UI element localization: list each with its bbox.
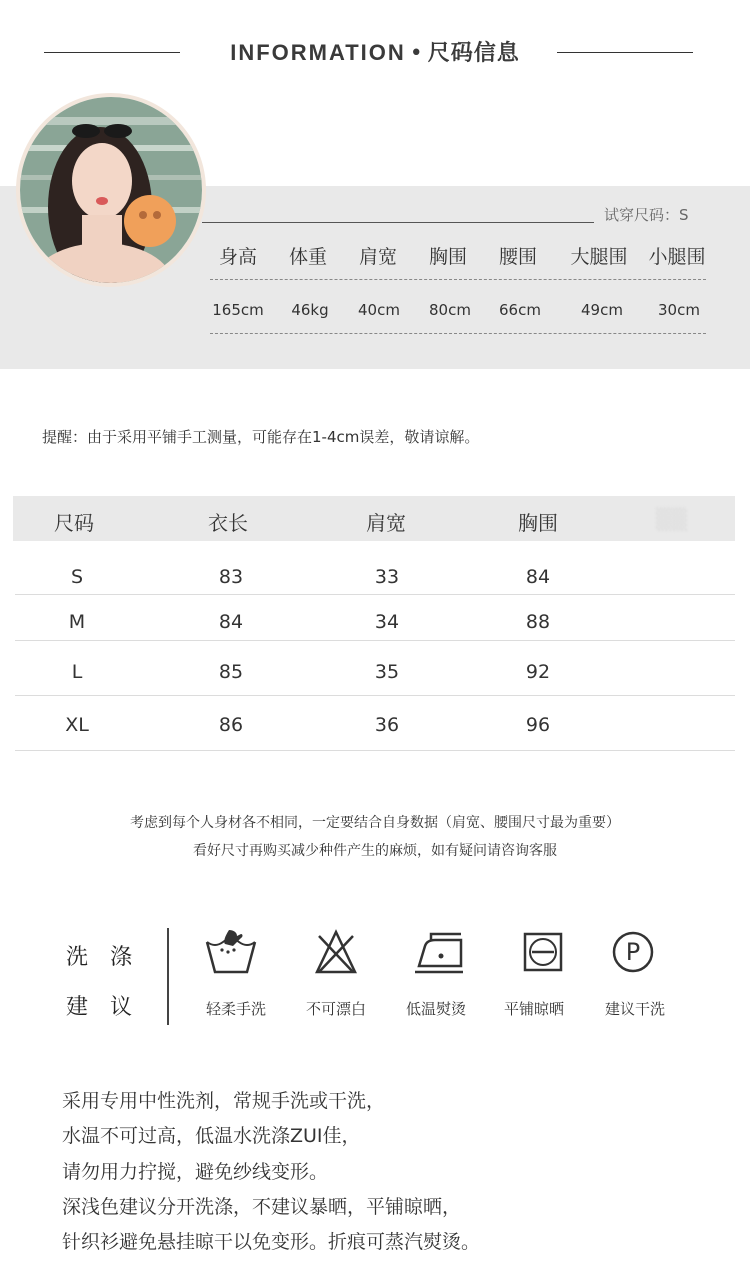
size-cell-shoulder: 33	[374, 566, 400, 588]
model-value-weight: 46kg	[291, 301, 329, 319]
size-cell-shoulder: 34	[374, 611, 400, 633]
title-dot: •	[409, 41, 424, 66]
size-header-chest: 胸围	[518, 511, 558, 535]
hand-wash-icon	[203, 928, 259, 976]
size-cell-size: L	[71, 661, 83, 683]
size-cell-shoulder: 35	[374, 661, 400, 683]
model-value-shoulder: 40cm	[358, 301, 400, 319]
flat-dry-label: 平铺晾晒	[503, 1000, 564, 1018]
model-value-chest: 80cm	[429, 301, 471, 319]
model-value-thigh: 49cm	[581, 301, 623, 319]
size-cell-chest: 92	[525, 661, 551, 683]
model-divider-1	[210, 279, 706, 280]
size-cell-size: XL	[65, 714, 89, 736]
size-cell-chest: 88	[525, 611, 551, 633]
no-bleach-icon	[313, 928, 359, 976]
size-cell-length: 86	[218, 714, 244, 736]
model-value-calf: 30cm	[658, 301, 700, 319]
model-header-waist: 腰围	[498, 246, 537, 268]
try-size-label: 试穿尺码：S	[604, 206, 689, 224]
model-header-height: 身高	[218, 246, 257, 268]
advice-line-1: 考虑到每个人身材各不相同，一定要结合自身数据（肩宽、腰围尺寸最为重要）	[130, 815, 620, 831]
dry-clean-glyph: P	[625, 938, 641, 966]
size-cell-size: M	[68, 611, 86, 633]
size-cell-chest: 84	[525, 566, 551, 588]
model-header-shoulder: 肩宽	[358, 246, 397, 268]
advice-line-2: 看好尺寸再购买减少种件产生的麻烦，如有疑问请咨询客服	[193, 843, 557, 859]
model-divider-2	[210, 333, 706, 334]
model-value-height: 165cm	[212, 301, 264, 319]
model-header-weight: 体重	[288, 246, 327, 268]
care-text-line: 针织衫避免悬挂晾干以免变形。折痕可蒸汽熨烫。	[62, 1231, 481, 1253]
size-header-shoulder: 肩宽	[366, 511, 406, 535]
size-cell-length: 84	[218, 611, 244, 633]
care-text-line: 深浅色建议分开洗涤，不建议暴晒，平铺晾晒，	[62, 1196, 462, 1218]
size-header-length: 衣长	[208, 511, 248, 535]
flat-dry-icon	[522, 928, 564, 976]
dry-clean-label: 建议干洗	[604, 1000, 665, 1018]
size-row-divider	[15, 750, 735, 751]
size-row-divider	[15, 695, 735, 696]
measurement-note: 提醒：由于采用平铺手工测量，可能存在1-4cm误差，敬请谅解。	[42, 428, 480, 446]
size-header-faded: ▒▒	[656, 507, 687, 531]
model-header-chest: 胸围	[428, 246, 467, 268]
size-cell-shoulder: 36	[374, 714, 400, 736]
dry-clean-icon	[610, 928, 656, 976]
size-cell-length: 83	[218, 566, 244, 588]
model-header-thigh: 大腿围	[570, 246, 628, 268]
care-text-line: 水温不可过高，低温水洗涤ZUI佳，	[62, 1125, 361, 1147]
model-photo	[20, 97, 202, 283]
low-iron-label: 低温熨烫	[405, 1000, 466, 1018]
size-cell-chest: 96	[525, 714, 551, 736]
size-cell-length: 85	[218, 661, 244, 683]
model-header-row	[210, 242, 710, 268]
wash-title-line-2: 建议	[66, 995, 155, 1020]
model-value-waist: 66cm	[499, 301, 541, 319]
title-en: INFORMATION	[230, 40, 406, 65]
size-header-size: 尺码	[54, 511, 94, 535]
size-cell-size: S	[70, 566, 84, 588]
care-text-line: 采用专用中性洗剂，常规手洗或干洗，	[62, 1090, 386, 1112]
try-size-rule	[202, 222, 594, 223]
model-header-calf: 小腿围	[648, 246, 706, 268]
size-row-divider	[15, 640, 735, 641]
size-row-divider	[15, 594, 735, 595]
page-title	[0, 36, 750, 67]
hand-wash-label: 轻柔手洗	[205, 1000, 266, 1018]
title-cn: 尺码信息	[427, 41, 520, 66]
no-bleach-label: 不可漂白	[305, 1000, 366, 1018]
low-iron-icon	[413, 928, 465, 976]
wash-divider	[167, 928, 169, 1025]
wash-title-line-1: 洗涤	[66, 945, 155, 970]
care-text-line: 请勿用力拧搅，避免纱线变形。	[62, 1161, 329, 1183]
model-value-row	[210, 301, 710, 321]
